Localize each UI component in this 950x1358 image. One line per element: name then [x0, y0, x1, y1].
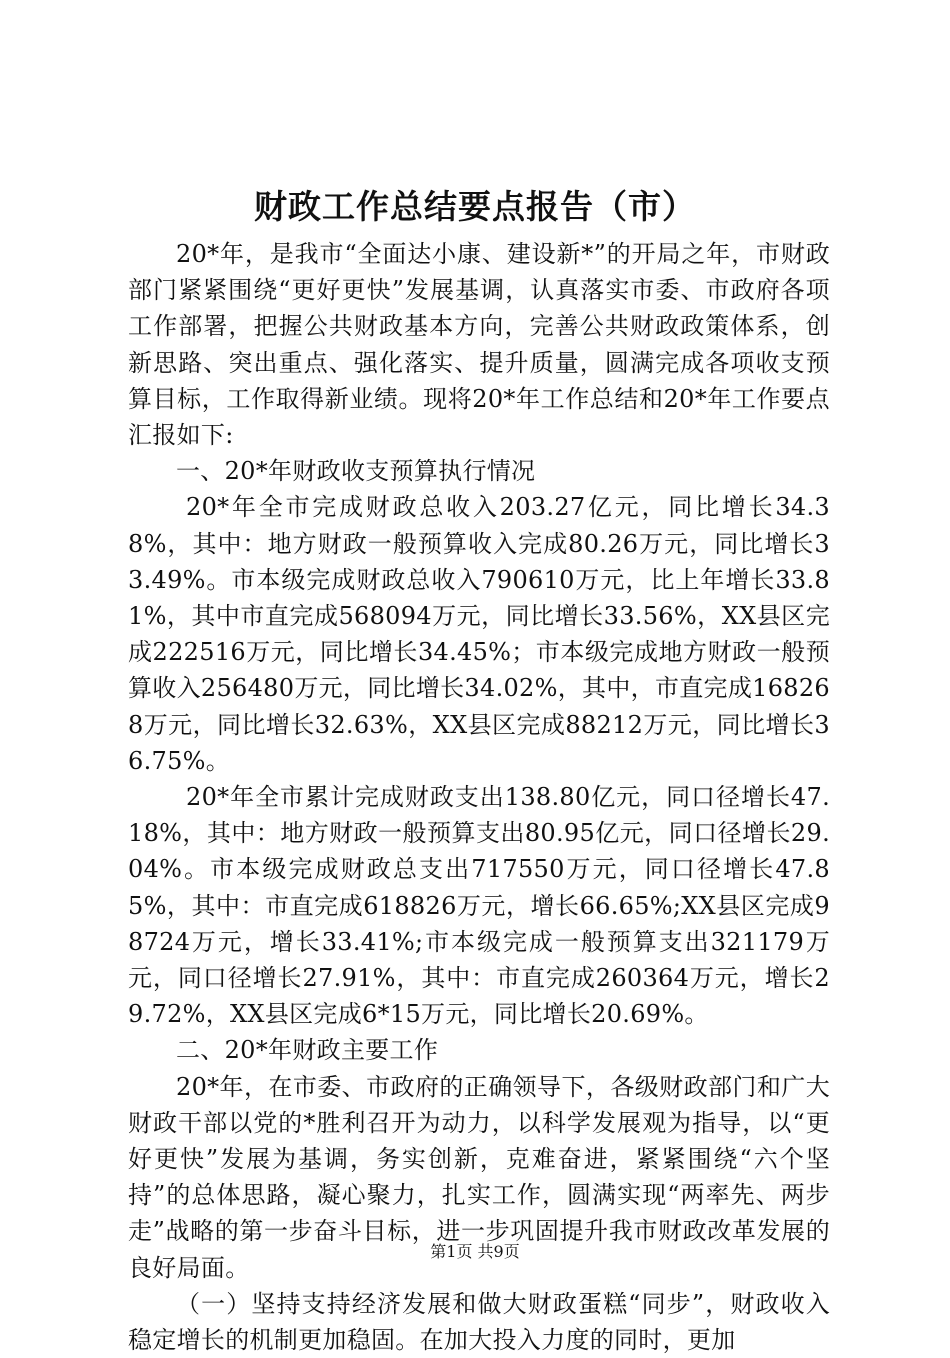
- paragraph-expenditure: 20*年全市累计完成财政支出138.80亿元，同口径增长47.18%，其中：地方财政一般预算支出80.95亿元，同口径增长29.04%。市本级完成财政总支出717550万元，同口径增长47.85%，其中：市直完成618826万元，增长66.65%;XX县区完成98724万元，增长33.41%;市本级完成一般预算支出321179万元，同口径增长27.91%，其中：市直完成260364万元，增长29.72%，XX县区完成6*15万元，同比增长20.69%。: [128, 783, 830, 1029]
- section-heading-2: 二、20*年财政主要工作: [176, 1036, 439, 1065]
- paragraph-main-work: 20*年，在市委、市政府的正确领导下，各级财政部门和广大财政干部以党的*胜利召开为动力，以科学发展观为指导，以“更好更快”发展为基调，务实创新，克难奋进，紧紧围绕“六个坚持”的总体思路，凝心聚力，扎实工作，圆满实现“两率先、两步走”战略的第一步奋斗目标，进一步巩固提升我市财政改革发展的良好局面。: [128, 1072, 830, 1282]
- document-title: 财政工作总结要点报告（市）: [254, 187, 696, 226]
- section-heading-1: 一、20*年财政收支预算执行情况: [176, 457, 536, 486]
- paragraph-revenue: 20*年全市完成财政总收入203.27亿元，同比增长34.38%，其中：地方财政一般预算收入完成80.26万元，同比增长33.49%。市本级完成财政总收入790610万元，比上年增长33.81%，其中市直完成568094万元，同比增长33.56%，XX县区完成222516万元，同比增长34.45%；市本级完成地方财政一般预算收入256480万元，同比增长34.02%，其中，市直完成168268万元，同比增长32.63%，XX县区完成88212万元，同比增长36.75%。: [128, 493, 830, 775]
- paragraph-subsection-1: （一）坚持支持经济发展和做大财政蛋糕“同步”，财政收入稳定增长的机制更加稳固。在加大投入力度的同时，更加: [128, 1289, 830, 1355]
- document-body: [128, 236, 830, 1358]
- paragraph-intro: 20*年，是我市“全面达小康、建设新*”的开局之年，市财政部门紧紧围绕“更好更快”发展基调，认真落实市委、市政府各项工作部署，把握公共财政基本方向，完善公共财政政策体系，创新思路、突出重点、强化落实、提升质量，圆满完成各项收支预算目标，工作取得新业绩。现将20*年工作总结和20*年工作要点汇报如下:: [128, 240, 830, 450]
- page-number-footer: 第1页 共9页: [430, 1242, 520, 1261]
